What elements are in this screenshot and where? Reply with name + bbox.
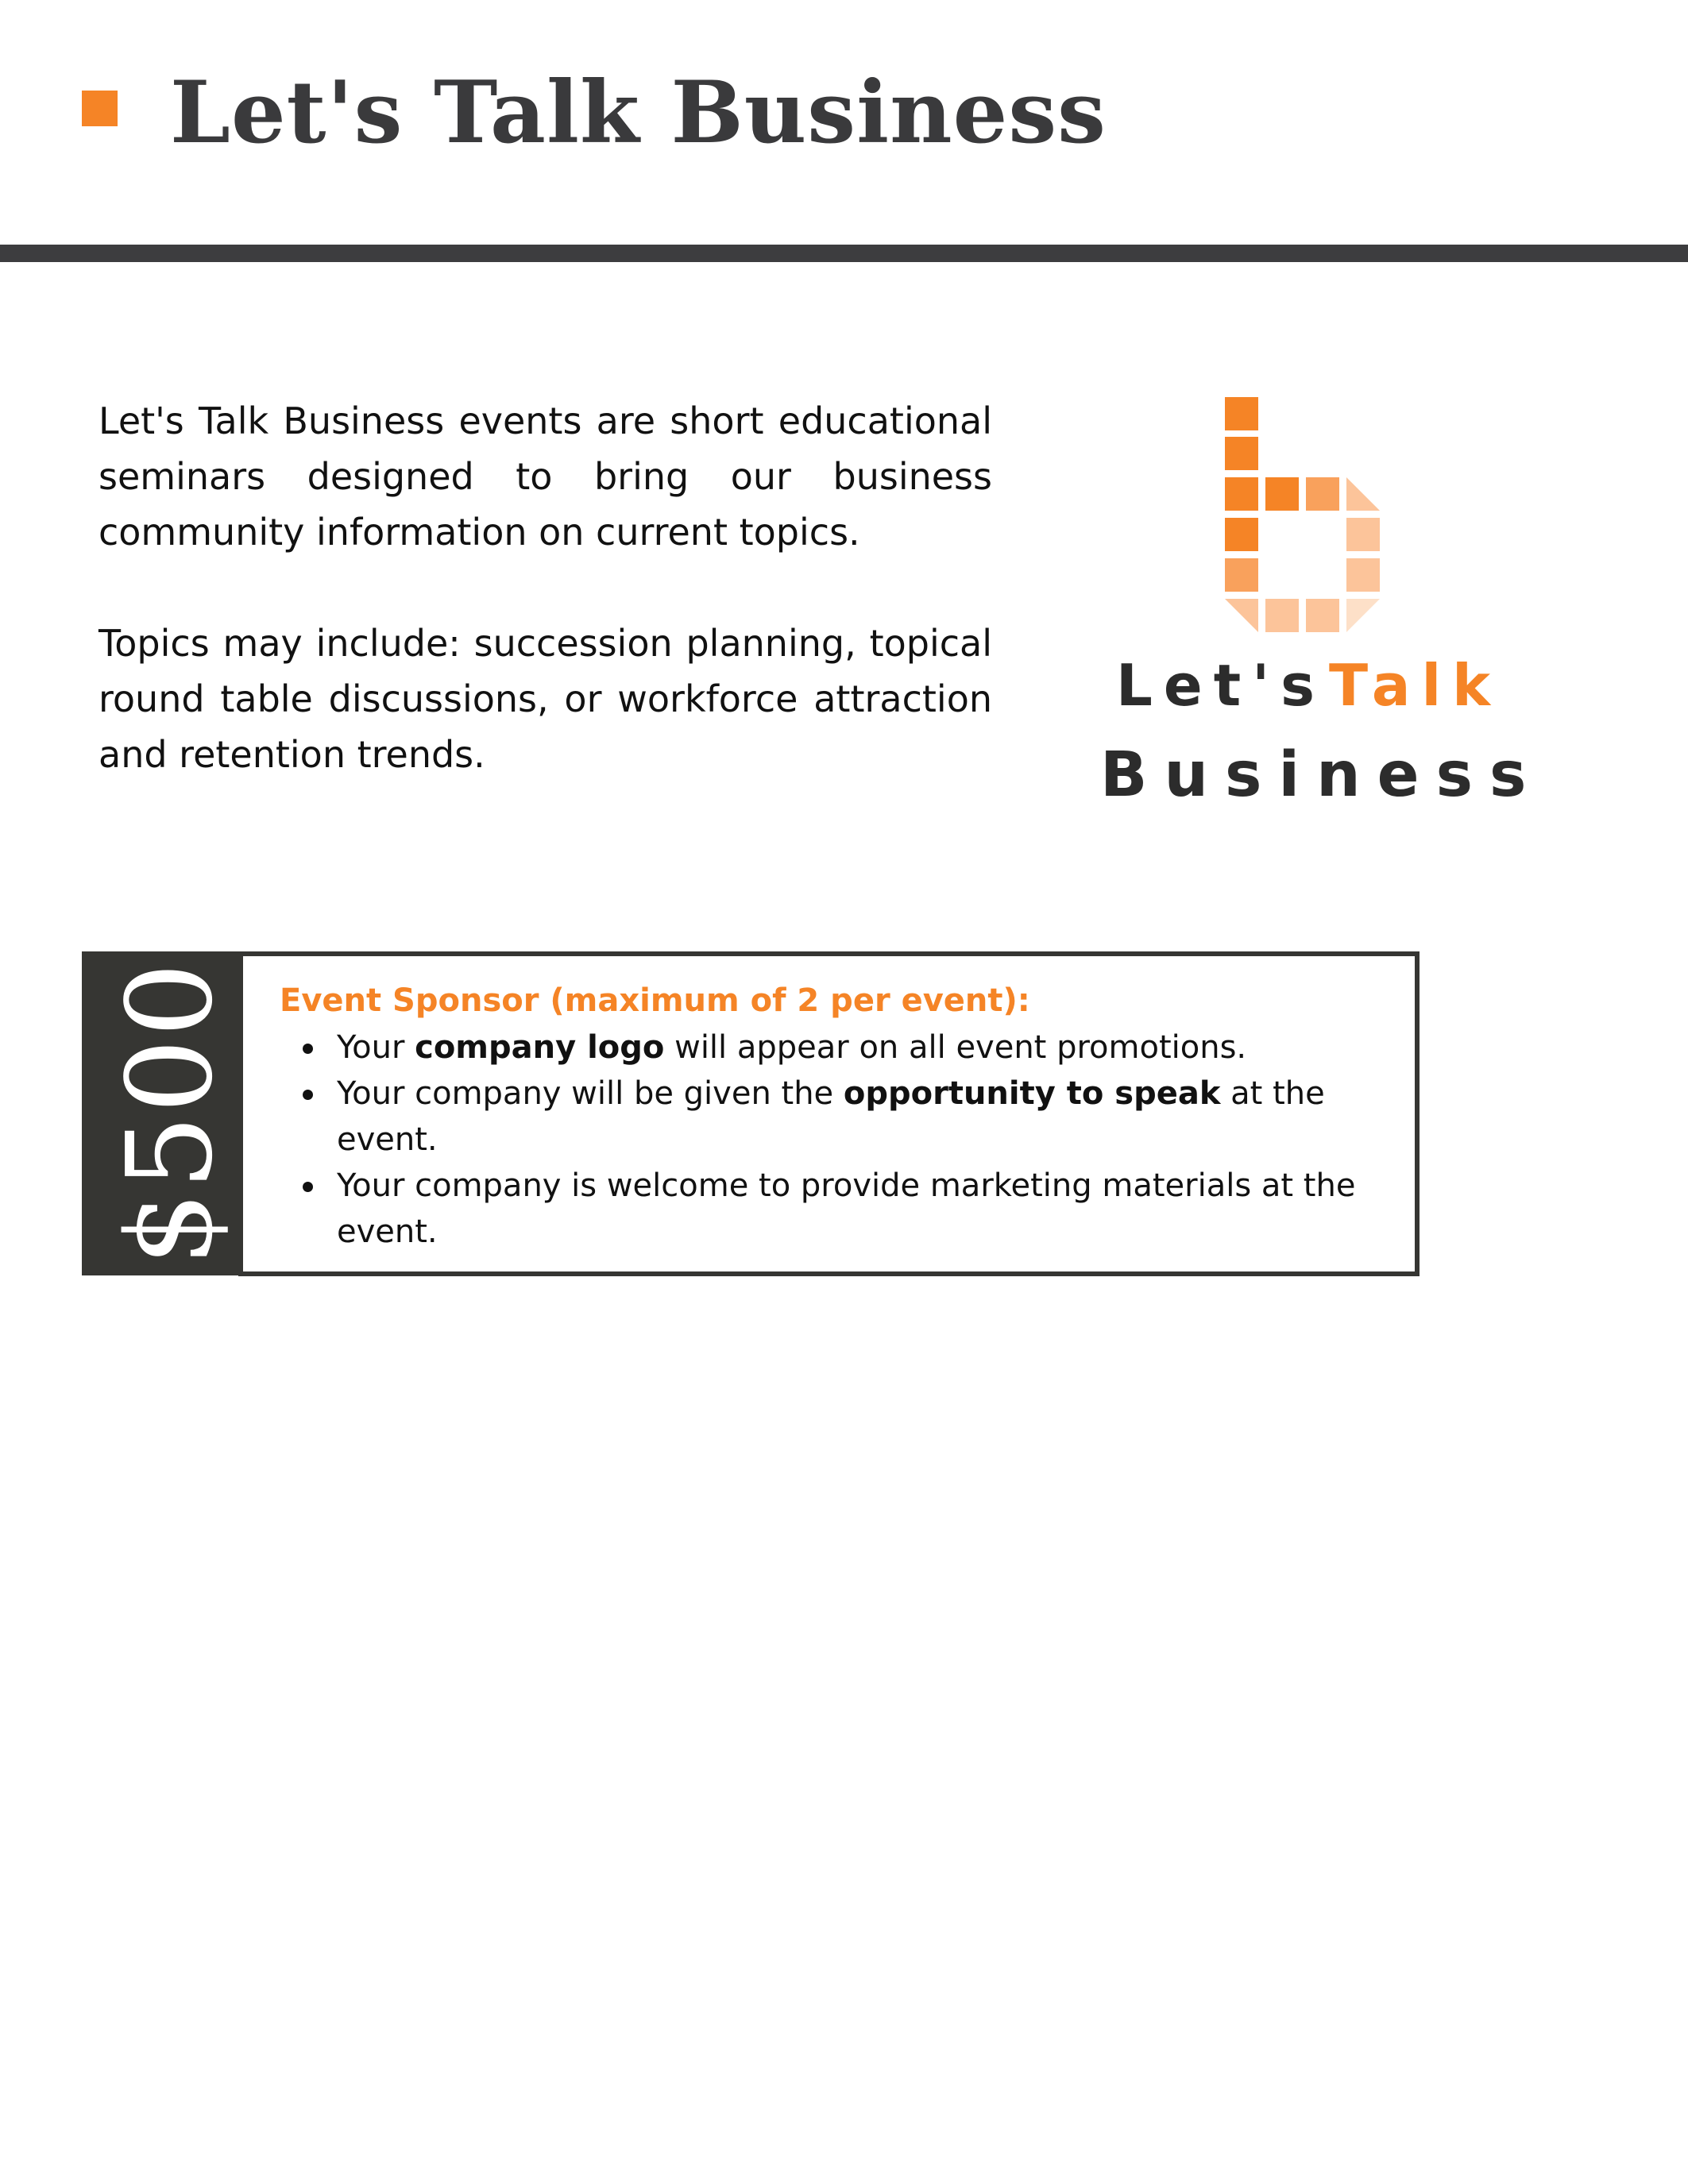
logo-pixel xyxy=(1225,599,1258,632)
title-accent-square xyxy=(82,91,118,126)
logo-pixel xyxy=(1306,477,1339,511)
logo-pixel xyxy=(1346,477,1380,511)
logo-pixel xyxy=(1225,397,1258,430)
logo-word-business: Business xyxy=(1100,739,1543,811)
logo-pixel xyxy=(1346,558,1380,592)
intro-paragraph-topics: Topics may include: succession planning, topical round table discussions, or workforce attraction and retention trends. xyxy=(98,622,992,776)
logo-pixel xyxy=(1346,599,1380,632)
price-panel xyxy=(82,951,258,1275)
sponsor-price: $500 xyxy=(102,960,238,1267)
sponsor-heading: Event Sponsor (maximum of 2 per event): xyxy=(280,982,1030,1019)
lets-talk-business-logo xyxy=(1100,397,1543,811)
bullet-icon xyxy=(303,1182,313,1192)
bullet-icon xyxy=(303,1090,313,1100)
benefit-item: Your company will be given the opportunity to speak at the event. xyxy=(280,1071,1376,1163)
logo-pixel xyxy=(1225,518,1258,551)
intro-paragraph-description: Let's Talk Business events are short educational seminars designed to bring our business community information on current topics. xyxy=(98,399,992,554)
intro-text xyxy=(98,393,992,782)
page-title: Let's Talk Business xyxy=(170,63,1107,163)
logo-pixel xyxy=(1225,558,1258,592)
pixel-letter-b-icon xyxy=(1225,397,1392,635)
logo-pixel xyxy=(1265,477,1299,511)
logo-word-talk: Talk xyxy=(1329,652,1502,719)
bullet-icon xyxy=(303,1044,313,1054)
sponsor-benefits-box xyxy=(238,951,1420,1276)
logo-pixel xyxy=(1225,437,1258,470)
logo-word-lets: Let's xyxy=(1116,652,1327,719)
benefit-item: Your company logo will appear on all event promotions. xyxy=(280,1024,1376,1071)
benefits-list xyxy=(280,1024,1376,1255)
title-divider xyxy=(0,245,1688,262)
logo-wordmark-line1 xyxy=(1116,652,1502,719)
logo-pixel xyxy=(1265,599,1299,632)
logo-pixel xyxy=(1306,599,1339,632)
logo-pixel xyxy=(1225,477,1258,511)
benefit-item: Your company is welcome to provide marketing materials at the event. xyxy=(280,1163,1376,1255)
logo-pixel xyxy=(1346,518,1380,551)
